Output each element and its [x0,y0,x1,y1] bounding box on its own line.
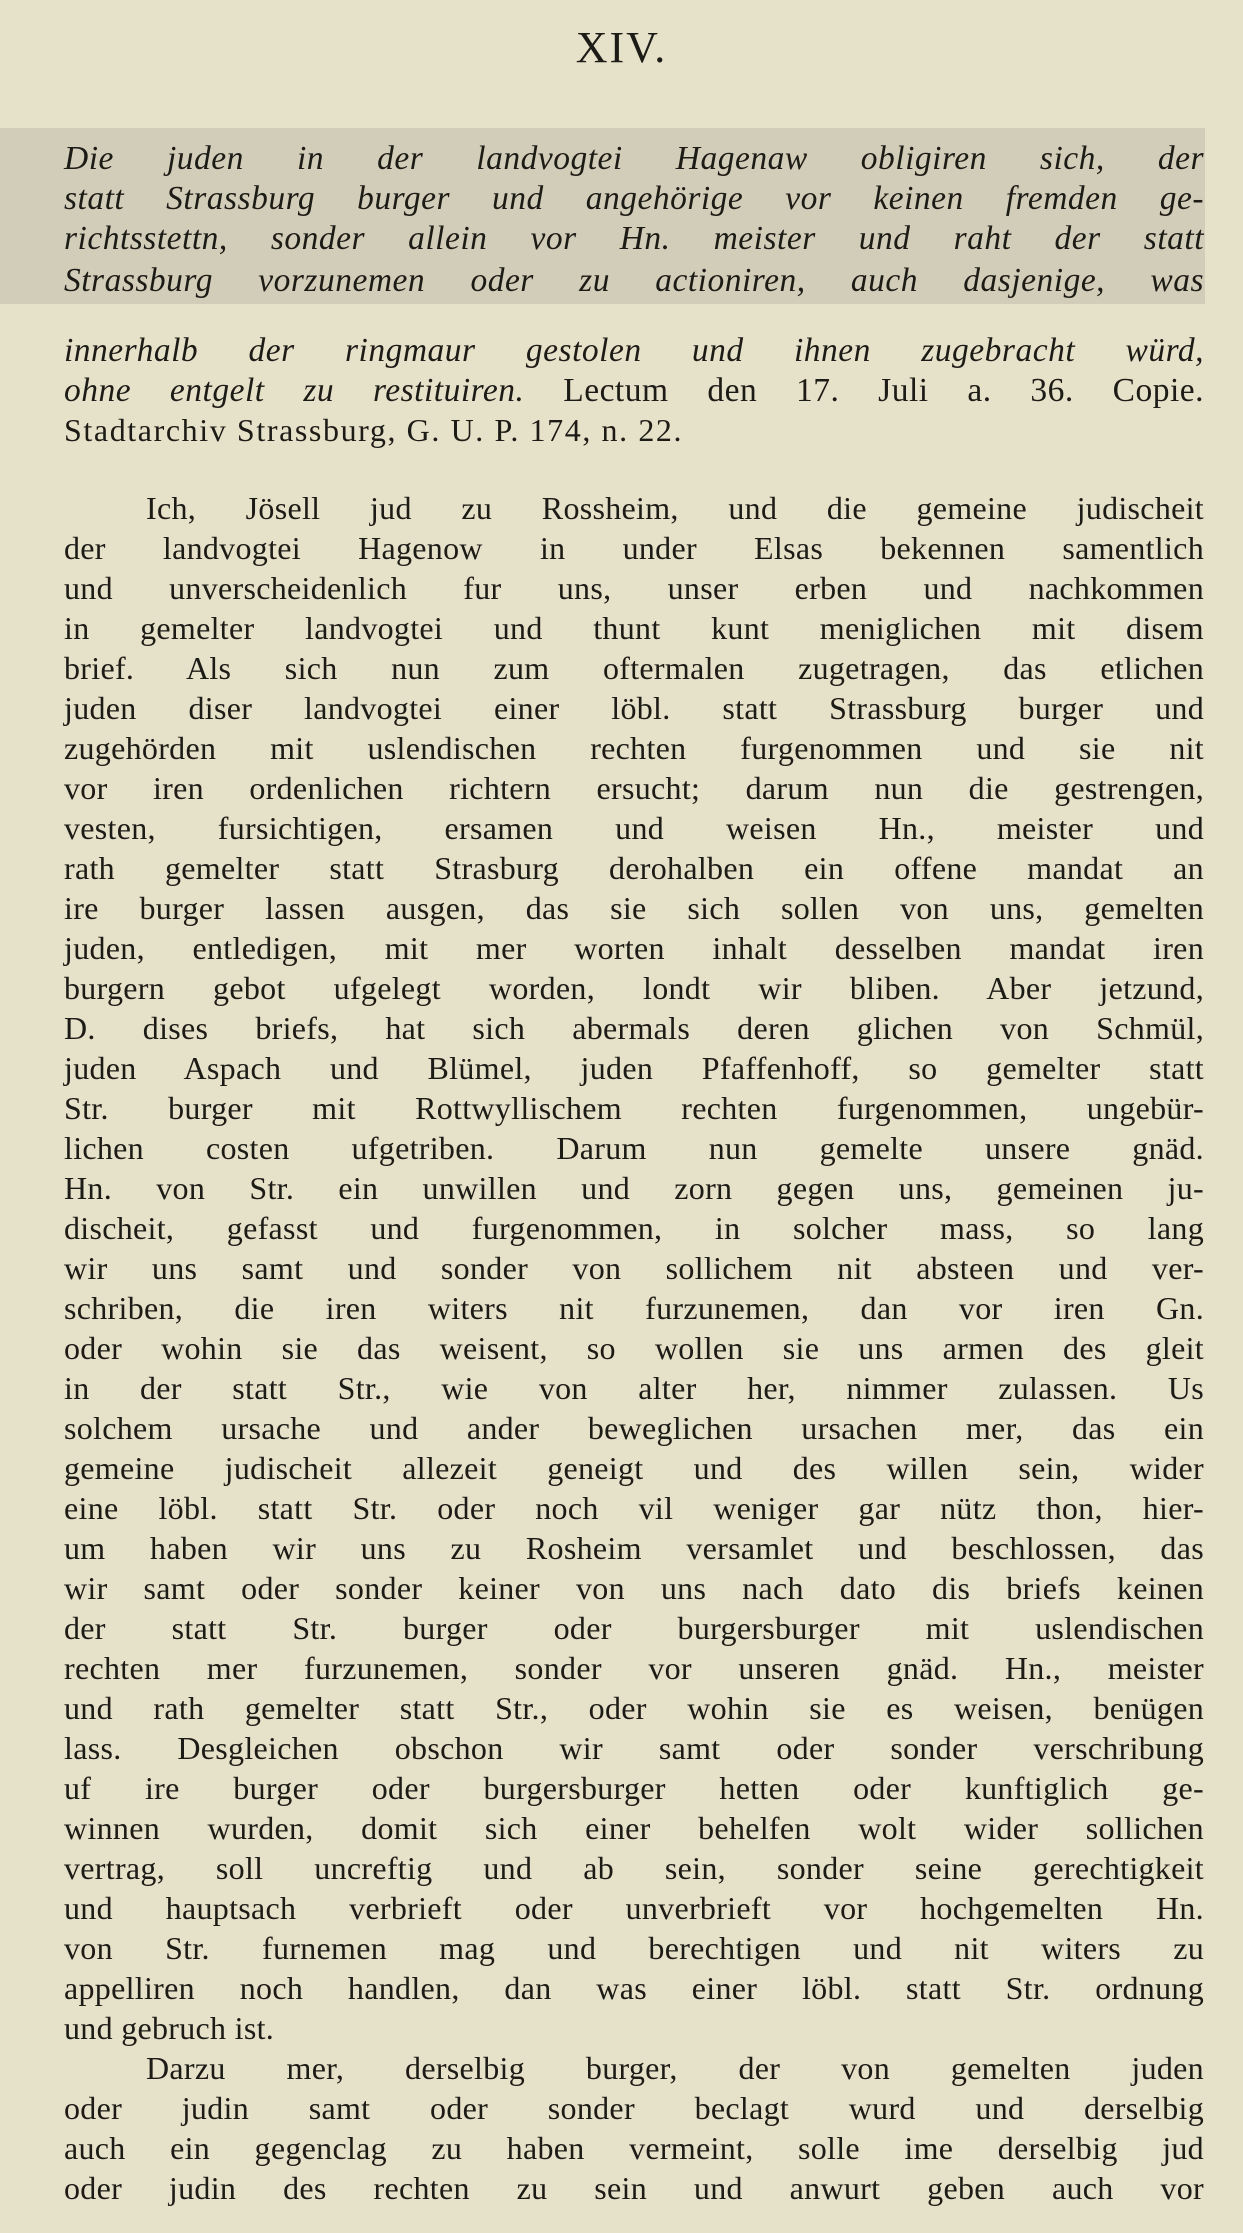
regest-line: innerhalb der ringmaur gestolen und ihnen zugebracht würd, [64,332,1204,369]
body-line: der landvogtei Hagenow in under Elsas bekennen samentlich [64,530,1204,566]
body-line: Ich, Jösell jud zu Rossheim, und die gemeine judischeit [146,490,1204,526]
body-line: und unverscheidenlich fur uns, unser erben und nachkommen [64,570,1204,606]
body-line: lichen costen ufgetriben. Darum nun gemelte unsere gnäd. [64,1130,1204,1166]
body-line: lass. Desgleichen obschon wir samt oder sonder verschribung [64,1730,1204,1766]
body-line: D. dises briefs, hat sich abermals deren glichen von Schmül, [64,1010,1204,1046]
body-line: in gemelter landvogtei und thunt kunt meniglichen mit disem [64,610,1204,646]
body-line: brief. Als sich nun zum oftermalen zugetragen, das etlichen [64,650,1204,686]
body-line: in der statt Str., wie von alter her, nimmer zulassen. Us [64,1370,1204,1406]
body-line: eine löbl. statt Str. oder noch vil weniger gar nütz thon, hier- [64,1490,1204,1526]
body-line: rechten mer furzunemen, sonder vor unseren gnäd. Hn., meister [64,1650,1204,1686]
regest-tail-line [64,372,1204,410]
body-line: solchem ursache und ander beweglichen ursachen mer, das ein [64,1410,1204,1446]
body-line: auch ein gegenclag zu haben vermeint, solle ime derselbig jud [64,2130,1204,2166]
body-line: und rath gemelter statt Str., oder wohin sie es weisen, benügen [64,1690,1204,1726]
archive-reference: Stadtarchiv Strassburg, G. U. P. 174, n. 22. [64,412,684,448]
body-line: juden diser landvogtei einer löbl. statt Strassburg burger und [64,690,1204,726]
body-line: juden, entledigen, mit mer worten inhalt desselben mandat iren [64,930,1204,966]
regest-line: richtsstettn, sonder allein vor Hn. meister und raht der statt [64,220,1204,257]
body-line: und hauptsach verbrieft oder unverbrieft vor hochgemelten Hn. [64,1890,1204,1926]
body-line: der statt Str. burger oder burgersburger mit uslendischen [64,1610,1204,1646]
regest-line: Die juden in der landvogtei Hagenaw obligiren sich, der [64,140,1204,177]
body-line: uf ire burger oder burgersburger hetten oder kunftiglich ge- [64,1770,1204,1806]
body-line: zugehörden mit uslendischen rechten furgenommen und sie nit [64,730,1204,766]
body-line: oder wohin sie das weisent, so wollen sie uns armen des gleit [64,1330,1204,1366]
body-line: schriben, die iren witers nit furzunemen, dan vor iren Gn. [64,1290,1204,1326]
body-line: appelliren noch handlen, dan was einer löbl. statt Str. ordnung [64,1970,1204,2006]
body-line: und gebruch ist. [64,2010,275,2046]
regest-tail-italic: ohne entgelt zu restituiren. [64,372,525,409]
body-line: Darzu mer, derselbig burger, der von gemelten juden [146,2050,1204,2086]
body-line: vesten, fursichtigen, ersamen und weisen Hn., meister und [64,810,1204,846]
body-line: um haben wir uns zu Rosheim versamlet und beschlossen, das [64,1530,1204,1566]
regest-line: statt Strassburg burger und angehörige vor keinen fremden ge- [64,180,1204,217]
body-line: gemeine judischeit allezeit geneigt und des willen sein, wider [64,1450,1204,1486]
body-line: Hn. von Str. ein unwillen und zorn gegen uns, gemeinen ju- [64,1170,1204,1206]
body-line: wir samt oder sonder keiner von uns nach dato dis briefs keinen [64,1570,1204,1606]
body-line: oder judin des rechten zu sein und anwurt geben auch vor [64,2170,1204,2206]
regest-tail-roman: Lectum den 17. Juli a. 36. Copie. [524,372,1204,409]
body-line: oder judin samt oder sonder beclagt wurd und derselbig [64,2090,1204,2126]
body-line: vertrag, soll uncreftig und ab sein, sonder seine gerechtigkeit [64,1850,1204,1886]
body-line: juden Aspach und Blümel, juden Pfaffenhoff, so gemelter statt [64,1050,1204,1086]
body-line: rath gemelter statt Strasburg derohalben ein offene mandat an [64,850,1204,886]
body-line: ire burger lassen ausgen, das sie sich sollen von uns, gemelten [64,890,1204,926]
body-line: discheit, gefasst und furgenommen, in solcher mass, so lang [64,1210,1204,1246]
body-line: Str. burger mit Rottwyllischem rechten furgenommen, ungebür- [64,1090,1204,1126]
regest-line: Strassburg vorzunemen oder zu actioniren, auch dasjenige, was [64,262,1204,299]
body-line: vor iren ordenlichen richtern ersucht; darum nun die gestrengen, [64,770,1204,806]
body-line: wir uns samt und sonder von sollichem nit absteen und ver- [64,1250,1204,1286]
body-line: von Str. furnemen mag und berechtigen und nit witers zu [64,1930,1204,1966]
body-line: burgern gebot ufgelegt worden, londt wir bliben. Aber jetzund, [64,970,1204,1006]
body-line: winnen wurden, domit sich einer behelfen wolt wider sollichen [64,1810,1204,1846]
document-heading: XIV. [575,23,668,72]
